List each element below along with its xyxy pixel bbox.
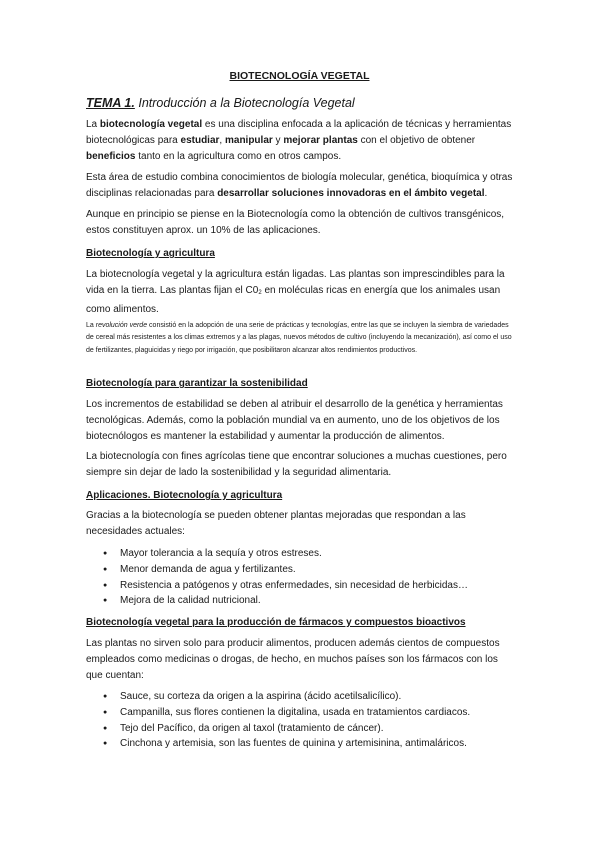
section-heading-pharma: Biotecnología vegetal para la producción de fármacos y compuestos bioactivos (86, 617, 466, 628)
sustainability-paragraph-1: Los incrementos de estabilidad se deben al atribuir el desarrollo de la genética y herramientas tecnológicas. Además, como la población mundial va en aumento, uno de los objetivos de los biotecnólogos es mantener la estabilidad y aumentar la producción de alimentos. (86, 399, 503, 442)
list-item: ● Campanilla, sus flores contienen la digitalina, usada en tratamientos cardiacos. (86, 705, 516, 721)
sustainability-paragraph-2: La biotecnología con fines agrícolas tiene que encontrar soluciones a muchas cuestiones, pero siempre sin dejar de lado la sostenibilidad y la seguridad alimentaria. (86, 451, 507, 478)
section-heading-agriculture: Biotecnología y agricultura (86, 248, 215, 259)
list-item: ● Resistencia a patógenos y otras enfermedades, sin necesidad de herbicidas… (86, 578, 516, 594)
list-item: ● Cinchona y artemisia, son las fuentes de quinina y artemisinina, antimaláricos. (86, 736, 516, 752)
applications-paragraph: Gracias a la biotecnología se pueden obtener plantas mejoradas que respondan a las necesidades actuales: (86, 510, 466, 537)
pharma-list (86, 689, 516, 752)
green-revolution-note: La revolución verde consistió en la adopción de una serie de prácticas y tecnologías, entre las que se incluyen la siembra de variedades de cereal más resistentes a los climas extremos y a las plagas, nuevos métodos de cultivo (incluyendo la mecanización), así como el uso de fertilizantes, plaguicidas y riego por irrigación, que posibilitaron alcanzar altos rendimientos productivos. (86, 322, 512, 354)
section-heading-sustainability: Biotecnología para garantizar la sostenibilidad (86, 378, 308, 389)
list-item: ● Mayor tolerancia a la sequía y otros estreses. (86, 546, 516, 562)
chapter-number: TEMA 1. (86, 96, 135, 110)
section-heading-applications: Aplicaciones. Biotecnología y agricultura (86, 490, 283, 501)
chapter-title: Introducción a la Biotecnología Vegetal (138, 96, 355, 110)
list-item: ● Mejora de la calidad nutricional. (86, 593, 516, 609)
agriculture-paragraph: La biotecnología vegetal y la agricultura están ligadas. Las plantas son imprescindibles para la vida en la tierra. Las plantas fijan el $C0_2$ en moléculas ricas en energía que los animales usan como alimentos. (86, 269, 505, 315)
list-item: ● Menor demanda de agua y fertilizantes. (86, 562, 516, 578)
list-item: ● Sauce, su corteza da origen a la aspirina (ácido acetilsalicílico). (86, 689, 516, 705)
intro-paragraph-2: Esta área de estudio combina conocimientos de biología molecular, genética, bioquímica y otras disciplinas relacionadas para desarrollar soluciones innovadoras en el ámbito vegetal. (86, 172, 513, 199)
chapter-heading (86, 96, 355, 110)
intro-paragraph-1: La biotecnología vegetal es una disciplina enfocada a la aplicación de técnicas y herramientas biotecnológicas para estudiar, manipular y mejorar plantas con el objetivo de obtener beneficios tanto en la agricultura como en otros campos. (86, 119, 512, 162)
list-item: ● Tejo del Pacífico, da origen al taxol (tratamiento de cáncer). (86, 721, 516, 737)
applications-list (86, 546, 516, 609)
document-title: BIOTECNOLOGÍA VEGETAL (229, 70, 370, 82)
pharma-paragraph: Las plantas no sirven solo para producir alimentos, producen además cientos de compuestos empleados como medicinas o drogas, de hecho, en muchos países son los fármacos con los que cuentan: (86, 638, 500, 681)
intro-paragraph-3: Aunque en principio se piense en la Biotecnología como la obtención de cultivos transgénicos, estos constituyen aprox. un 10% de las aplicaciones. (86, 209, 505, 236)
